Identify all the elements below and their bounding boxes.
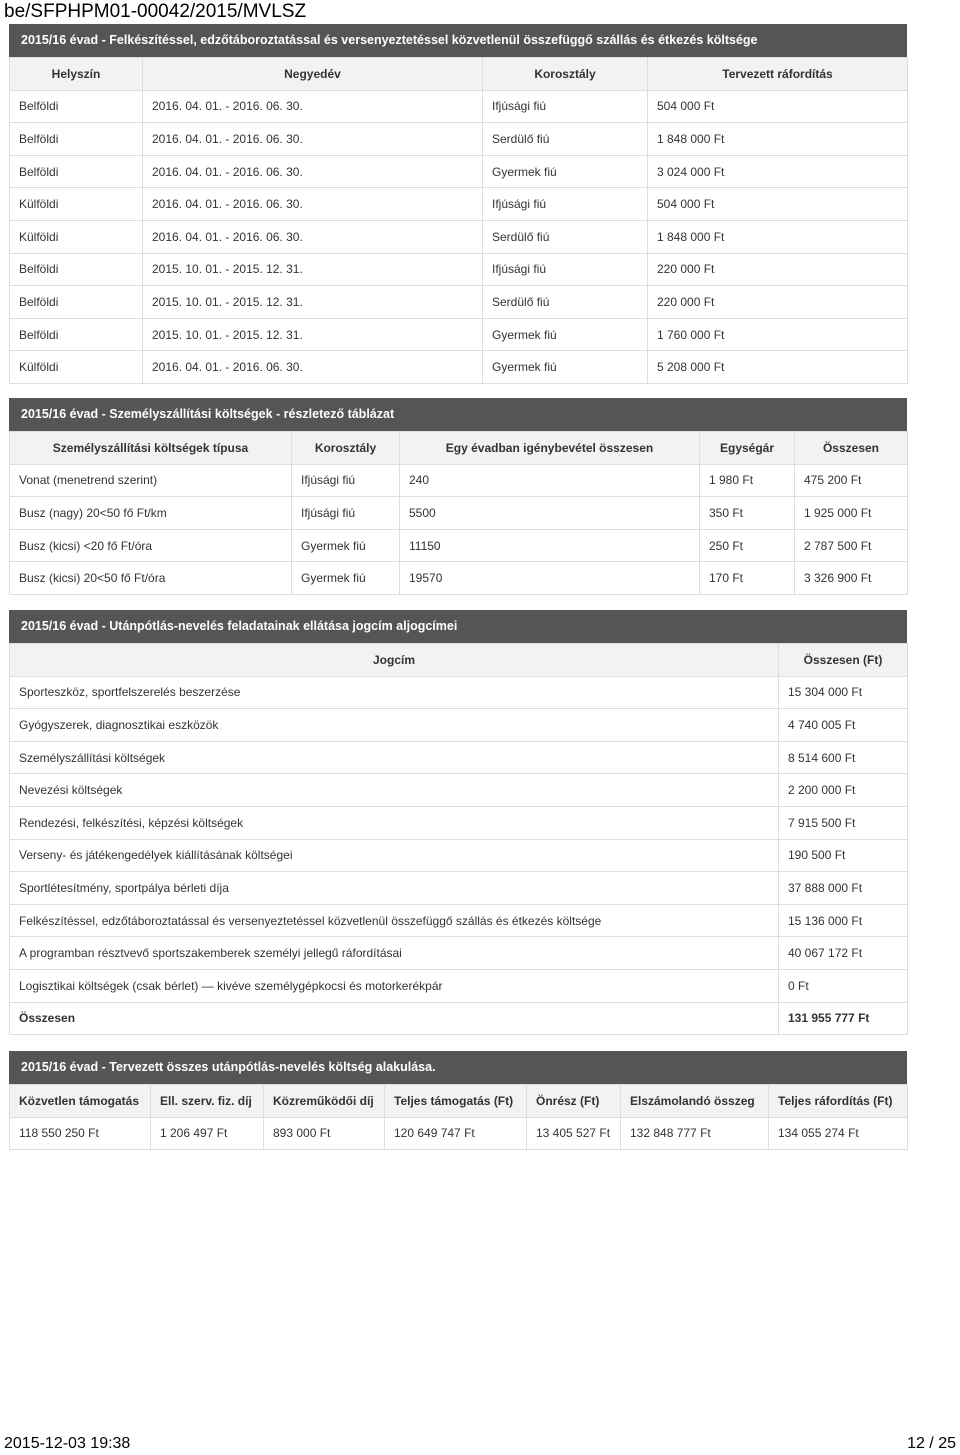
table-cell: Ifjúsági fiú [292, 497, 400, 530]
column-header: Közreműködői díj [264, 1085, 385, 1118]
column-header: Korosztály [292, 432, 400, 465]
table-cell: Busz (kicsi) 20<50 fő Ft/óra [10, 562, 292, 595]
table-cell: Ifjúsági fiú [483, 253, 648, 286]
table-cell: Gyógyszerek, diagnosztikai eszközök [10, 709, 779, 742]
table-row [10, 1117, 908, 1150]
table-cell: 170 Ft [700, 562, 795, 595]
table-row [10, 464, 908, 497]
section-title: 2015/16 évad - Tervezett összes utánpótlás-nevelés költség alakulása. [9, 1051, 907, 1084]
table-cell: Serdülő fiú [483, 286, 648, 319]
table-header-row [10, 58, 908, 91]
table-cell: Gyermek fiú [292, 562, 400, 595]
table-row [10, 872, 908, 905]
table-cell: Belföldi [10, 318, 143, 351]
table-row [10, 774, 908, 807]
table-cell: 37 888 000 Ft [779, 872, 908, 905]
table-cell: Serdülő fiú [483, 220, 648, 253]
table-cell: Sportlétesítmény, sportpálya bérleti díja [10, 872, 779, 905]
table-cell: Ifjúsági fiú [483, 188, 648, 221]
table-cell: 220 000 Ft [648, 253, 908, 286]
table-cell: 350 Ft [700, 497, 795, 530]
column-header: Tervezett ráfordítás [648, 58, 908, 91]
table-row [10, 188, 908, 221]
footer-page-number: 12 / 25 [907, 1435, 956, 1452]
table-cell: 120 649 747 Ft [385, 1117, 527, 1150]
document-id: be/SFPHPM01-00042/2015/MVLSZ [4, 1, 307, 22]
table-cell: 2015. 10. 01. - 2015. 12. 31. [143, 253, 483, 286]
table-cell: 13 405 527 Ft [527, 1117, 621, 1150]
table-cell: Busz (nagy) 20<50 fő Ft/km [10, 497, 292, 530]
accommodation-table [9, 57, 908, 384]
table-row [10, 562, 908, 595]
table-cell: Serdülő fiú [483, 123, 648, 156]
table-row [10, 709, 908, 742]
table-cell: 2015. 10. 01. - 2015. 12. 31. [143, 286, 483, 319]
section-transport-costs [9, 398, 907, 595]
footer-timestamp: 2015-12-03 19:38 [4, 1435, 131, 1452]
planned-totals-table [9, 1084, 908, 1150]
table-cell: Sporteszköz, sportfelszerelés beszerzése [10, 676, 779, 709]
table-row [10, 351, 908, 384]
table-header-row [10, 1085, 908, 1118]
column-header: Jogcím [10, 644, 779, 677]
table-cell: 1 848 000 Ft [648, 220, 908, 253]
section-title: 2015/16 évad - Utánpótlás-nevelés feladatainak ellátása jogcím aljogcímei [9, 610, 907, 643]
table-cell: Busz (kicsi) <20 fő Ft/óra [10, 529, 292, 562]
table-cell: 3 024 000 Ft [648, 155, 908, 188]
table-cell: Belföldi [10, 155, 143, 188]
table-row [10, 318, 908, 351]
section-planned-totals [9, 1051, 907, 1150]
column-header: Ell. szerv. fiz. díj [151, 1085, 264, 1118]
table-row [10, 741, 908, 774]
table-cell: 2 200 000 Ft [779, 774, 908, 807]
table-row [10, 123, 908, 156]
table-row [10, 286, 908, 319]
column-header: Elszámolandó összeg [621, 1085, 769, 1118]
table-cell: A programban résztvevő sportszakemberek személyi jellegű ráfordításai [10, 937, 779, 970]
column-header: Egy évadban igénybevétel összesen [400, 432, 700, 465]
table-cell: 7 915 500 Ft [779, 806, 908, 839]
transport-table [9, 431, 908, 595]
table-cell: Rendezési, felkészítési, képzési költségek [10, 806, 779, 839]
table-cell: 504 000 Ft [648, 188, 908, 221]
table-cell: 2016. 04. 01. - 2016. 06. 30. [143, 90, 483, 123]
table-cell: 4 740 005 Ft [779, 709, 908, 742]
table-cell: 134 055 274 Ft [769, 1117, 908, 1150]
section-title: 2015/16 évad - Felkészítéssel, edzőtáboroztatással és versenyeztetéssel közvetlenül összefüggő szállás és étkezés költsége [9, 24, 907, 57]
table-cell: 504 000 Ft [648, 90, 908, 123]
table-cell: Belföldi [10, 286, 143, 319]
table-cell: 1 760 000 Ft [648, 318, 908, 351]
table-row [10, 839, 908, 872]
table-cell: 1 925 000 Ft [795, 497, 908, 530]
table-row [10, 904, 908, 937]
table-cell: 2016. 04. 01. - 2016. 06. 30. [143, 220, 483, 253]
table-header-row [10, 644, 908, 677]
table-row [10, 676, 908, 709]
table-cell: Gyermek fiú [483, 351, 648, 384]
table-cell: Ifjúsági fiú [292, 464, 400, 497]
column-header: Összesen [795, 432, 908, 465]
table-cell: 2016. 04. 01. - 2016. 06. 30. [143, 351, 483, 384]
table-cell: 19570 [400, 562, 700, 595]
table-cell: Logisztikai költségek (csak bérlet) — kivéve személygépkocsi és motorkerékpár [10, 969, 779, 1002]
column-header: Korosztály [483, 58, 648, 91]
table-row [10, 155, 908, 188]
table-cell: Külföldi [10, 220, 143, 253]
table-cell: Verseny- és játékengedélyek kiállításának költségei [10, 839, 779, 872]
table-cell: 240 [400, 464, 700, 497]
table-cell: 132 848 777 Ft [621, 1117, 769, 1150]
column-header: Helyszín [10, 58, 143, 91]
category-totals-table [9, 643, 908, 1035]
table-row [10, 969, 908, 1002]
table-cell: Személyszállítási költségek [10, 741, 779, 774]
table-cell: Belföldi [10, 90, 143, 123]
table-cell: Felkészítéssel, edzőtáboroztatással és versenyeztetéssel közvetlenül összefüggő szállás és étkezés költsége [10, 904, 779, 937]
table-row [10, 806, 908, 839]
table-cell: Vonat (menetrend szerint) [10, 464, 292, 497]
table-row [10, 90, 908, 123]
table-header-row [10, 432, 908, 465]
table-cell: 8 514 600 Ft [779, 741, 908, 774]
table-cell: 2016. 04. 01. - 2016. 06. 30. [143, 188, 483, 221]
section-title: 2015/16 évad - Személyszállítási költségek - részletező táblázat [9, 398, 907, 431]
table-cell: 2016. 04. 01. - 2016. 06. 30. [143, 123, 483, 156]
table-cell: 0 Ft [779, 969, 908, 1002]
column-header: Személyszállítási költségek típusa [10, 432, 292, 465]
table-cell: Nevezési költségek [10, 774, 779, 807]
section-category-totals [9, 610, 907, 1035]
table-cell: Gyermek fiú [483, 318, 648, 351]
table-cell: 220 000 Ft [648, 286, 908, 319]
table-cell: 3 326 900 Ft [795, 562, 908, 595]
table-cell: 1 848 000 Ft [648, 123, 908, 156]
column-header: Negyedév [143, 58, 483, 91]
table-cell: 5 208 000 Ft [648, 351, 908, 384]
table-cell: 2016. 04. 01. - 2016. 06. 30. [143, 155, 483, 188]
table-cell: Ifjúsági fiú [483, 90, 648, 123]
table-cell: 5500 [400, 497, 700, 530]
table-cell: Gyermek fiú [292, 529, 400, 562]
column-header: Teljes támogatás (Ft) [385, 1085, 527, 1118]
table-cell: Gyermek fiú [483, 155, 648, 188]
table-cell: 11150 [400, 529, 700, 562]
table-row [10, 529, 908, 562]
table-row [10, 220, 908, 253]
table-cell: 40 067 172 Ft [779, 937, 908, 970]
table-cell: 190 500 Ft [779, 839, 908, 872]
column-header: Közvetlen támogatás [10, 1085, 151, 1118]
table-cell: 2 787 500 Ft [795, 529, 908, 562]
total-value: 131 955 777 Ft [779, 1002, 908, 1035]
table-cell: 2015. 10. 01. - 2015. 12. 31. [143, 318, 483, 351]
table-cell: 15 304 000 Ft [779, 676, 908, 709]
table-cell: 1 206 497 Ft [151, 1117, 264, 1150]
table-cell: Külföldi [10, 351, 143, 384]
table-row [10, 253, 908, 286]
table-cell: 1 980 Ft [700, 464, 795, 497]
table-cell: 475 200 Ft [795, 464, 908, 497]
table-cell: 15 136 000 Ft [779, 904, 908, 937]
section-accommodation-costs [9, 24, 907, 384]
table-cell: Belföldi [10, 123, 143, 156]
column-header: Teljes ráfordítás (Ft) [769, 1085, 908, 1118]
column-header: Egységár [700, 432, 795, 465]
table-cell: 250 Ft [700, 529, 795, 562]
table-cell: 893 000 Ft [264, 1117, 385, 1150]
total-row [10, 1002, 908, 1035]
table-cell: 118 550 250 Ft [10, 1117, 151, 1150]
table-row [10, 937, 908, 970]
column-header: Összesen (Ft) [779, 644, 908, 677]
total-label: Összesen [10, 1002, 779, 1035]
column-header: Önrész (Ft) [527, 1085, 621, 1118]
table-cell: Külföldi [10, 188, 143, 221]
table-cell: Belföldi [10, 253, 143, 286]
table-row [10, 497, 908, 530]
